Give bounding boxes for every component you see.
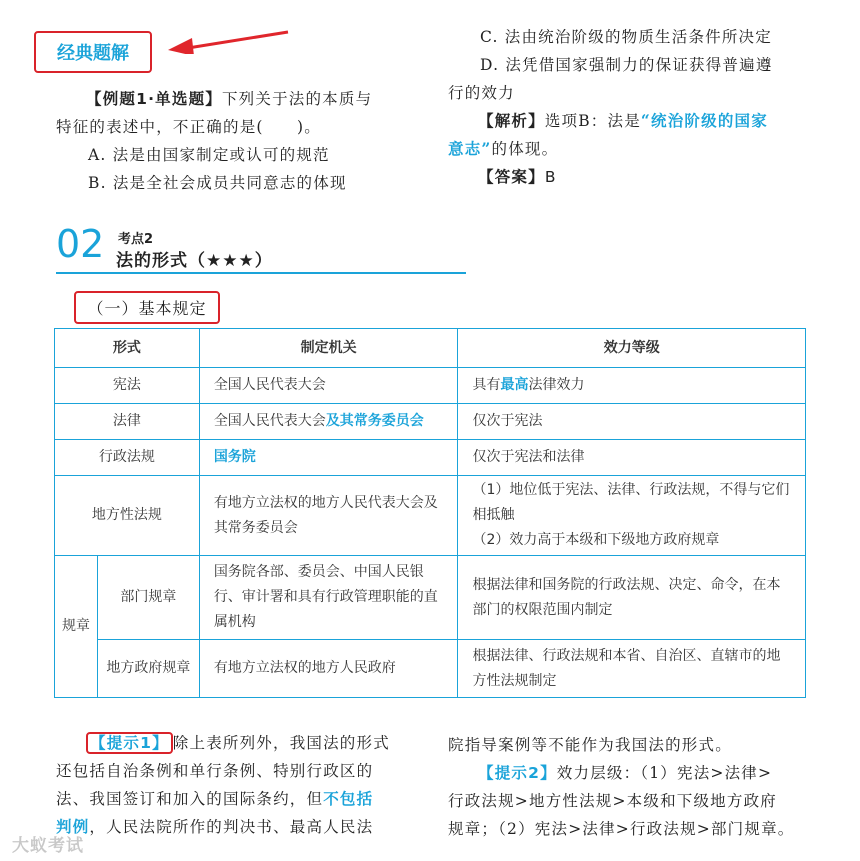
- section-header-box: [34, 31, 152, 73]
- example-tag: 【例题1·单选题】: [86, 90, 222, 108]
- cell-effect-pre: 具有: [472, 377, 501, 393]
- tip-2-line-b: 行政法规>地方性法规>本级和下级地方政府: [448, 792, 777, 810]
- table-row: [55, 640, 806, 698]
- section-header-label: 经典题解: [57, 43, 129, 64]
- analysis-text-post: 的体现。: [491, 140, 559, 158]
- table-row: [55, 440, 806, 476]
- cell-effect: 根据法律和国务院的行政法规、决定、命令，在本部门的权限范围内制定: [458, 556, 806, 640]
- cell-effect-line-2: （2）效力高于本级和下级地方政府规章: [472, 532, 720, 548]
- tip-2-line-c: 规章；（2）宪法>法律>行政法规>部门规章。: [448, 820, 795, 838]
- option-c: C. 法由统治阶级的物质生活条件所决定: [480, 28, 772, 46]
- tip-right-column: [448, 731, 820, 843]
- table-row: [55, 476, 806, 556]
- watermark: 大蚁考试: [12, 836, 84, 856]
- cell-form: 地方政府规章: [97, 640, 199, 698]
- tip-1-line-a: 除上表所列外，我国法的形式: [172, 734, 390, 752]
- cell-organ-highlight: 及其常务委员会: [325, 413, 424, 429]
- cell-effect: 根据法律、行政法规和本省、自治区、直辖市的地方性法规制定: [458, 640, 806, 698]
- example-stem-1: 下列关于法的本质与: [221, 90, 373, 108]
- subsection-box: [74, 291, 220, 324]
- cell-form: 地方性法规: [55, 476, 200, 556]
- cell-effect-highlight: 最高: [500, 377, 529, 393]
- section-title: 法的形式（★★★）: [116, 251, 273, 271]
- cell-organ-text: 全国人民代表大会: [213, 413, 326, 429]
- table-row: [55, 556, 806, 640]
- cell-organ: 有地方立法权的地方人民代表大会及其常务委员会: [199, 476, 458, 556]
- table-header-effect: 效力等级: [458, 329, 806, 368]
- example-question: [56, 85, 426, 197]
- tip-1-line-b: 还包括自治条例和单行条例、特别行政区的: [56, 762, 374, 780]
- cell-effect: [458, 368, 806, 404]
- tip-2-tag: 【提示2】: [478, 764, 557, 782]
- cell-form: 部门规章: [97, 556, 199, 640]
- cell-organ: 有地方立法权的地方人民政府: [199, 640, 458, 698]
- option-d-cont: 行的效力: [448, 84, 515, 102]
- example-right-column: [448, 23, 818, 191]
- example-stem-2: 特征的表述中，不正确的是( )。: [56, 118, 321, 136]
- section-underline: [56, 272, 466, 274]
- tip-1-tag: 【提示1】: [86, 732, 173, 754]
- cell-effect-line-1: （1）地位低于宪法、法律、行政法规，不得与它们相抵触: [472, 482, 790, 523]
- tip-1-line-d: ，人民法院所作的判决书、最高人民法: [89, 818, 374, 836]
- cell-organ: 国务院各部、委员会、中国人民银行、审计署和具有行政管理职能的直属机构: [199, 556, 458, 640]
- cell-organ-text: 全国人民代表大会: [213, 377, 326, 393]
- cell-organ-highlight: 国务院: [213, 449, 256, 465]
- cell-group: 规章: [55, 556, 98, 698]
- cell-effect: 仅次于宪法: [458, 404, 806, 440]
- table-row: [55, 368, 806, 404]
- arrow-icon: [166, 28, 292, 54]
- tip-2-line-a: 效力层级：（1）宪法>法律>: [556, 764, 773, 782]
- cell-form: 法律: [55, 404, 200, 440]
- analysis-highlight-2: 意志”: [448, 139, 492, 158]
- analysis-highlight-1: “统治阶级的国家: [640, 111, 768, 130]
- cell-effect-post: 法律效力: [528, 377, 585, 393]
- table-header-form: 形式: [55, 329, 200, 368]
- section-number: 02: [56, 222, 105, 266]
- cell-organ: [199, 404, 458, 440]
- analysis-tag: 【解析】: [478, 112, 545, 130]
- cell-form: 宪法: [55, 368, 200, 404]
- cell-organ: [199, 440, 458, 476]
- option-b: B. 法是全社会成员共同意志的体现: [88, 174, 347, 192]
- law-forms-table: [54, 328, 806, 698]
- section-kaodian: 考点2: [118, 232, 154, 247]
- tip-1: [56, 729, 428, 841]
- cell-organ: [199, 368, 458, 404]
- tip-1-highlight-a: 不包括: [323, 789, 374, 808]
- subsection-label: （一）基本规定: [87, 299, 207, 318]
- cell-effect: [458, 476, 806, 556]
- analysis-text-pre: 选项B：法是: [544, 112, 641, 130]
- answer-value: B: [544, 168, 557, 186]
- tip-1-line-c: 法、我国签订和加入的国际条约，但: [56, 790, 324, 808]
- table-row: [55, 404, 806, 440]
- table-header-organ: 制定机关: [199, 329, 458, 368]
- option-d: D. 法凭借国家强制力的保证获得普遍遵: [480, 56, 773, 74]
- cell-form: 行政法规: [55, 440, 200, 476]
- table-header-row: [55, 329, 806, 368]
- cell-effect: 仅次于宪法和法律: [458, 440, 806, 476]
- answer-tag: 【答案】: [478, 168, 545, 186]
- tip-1-line-e: 院指导案例等不能作为我国法的形式。: [448, 736, 732, 754]
- option-a: A. 法是由国家制定或认可的规范: [88, 146, 330, 164]
- tip-1-highlight-b: 判例: [56, 817, 90, 836]
